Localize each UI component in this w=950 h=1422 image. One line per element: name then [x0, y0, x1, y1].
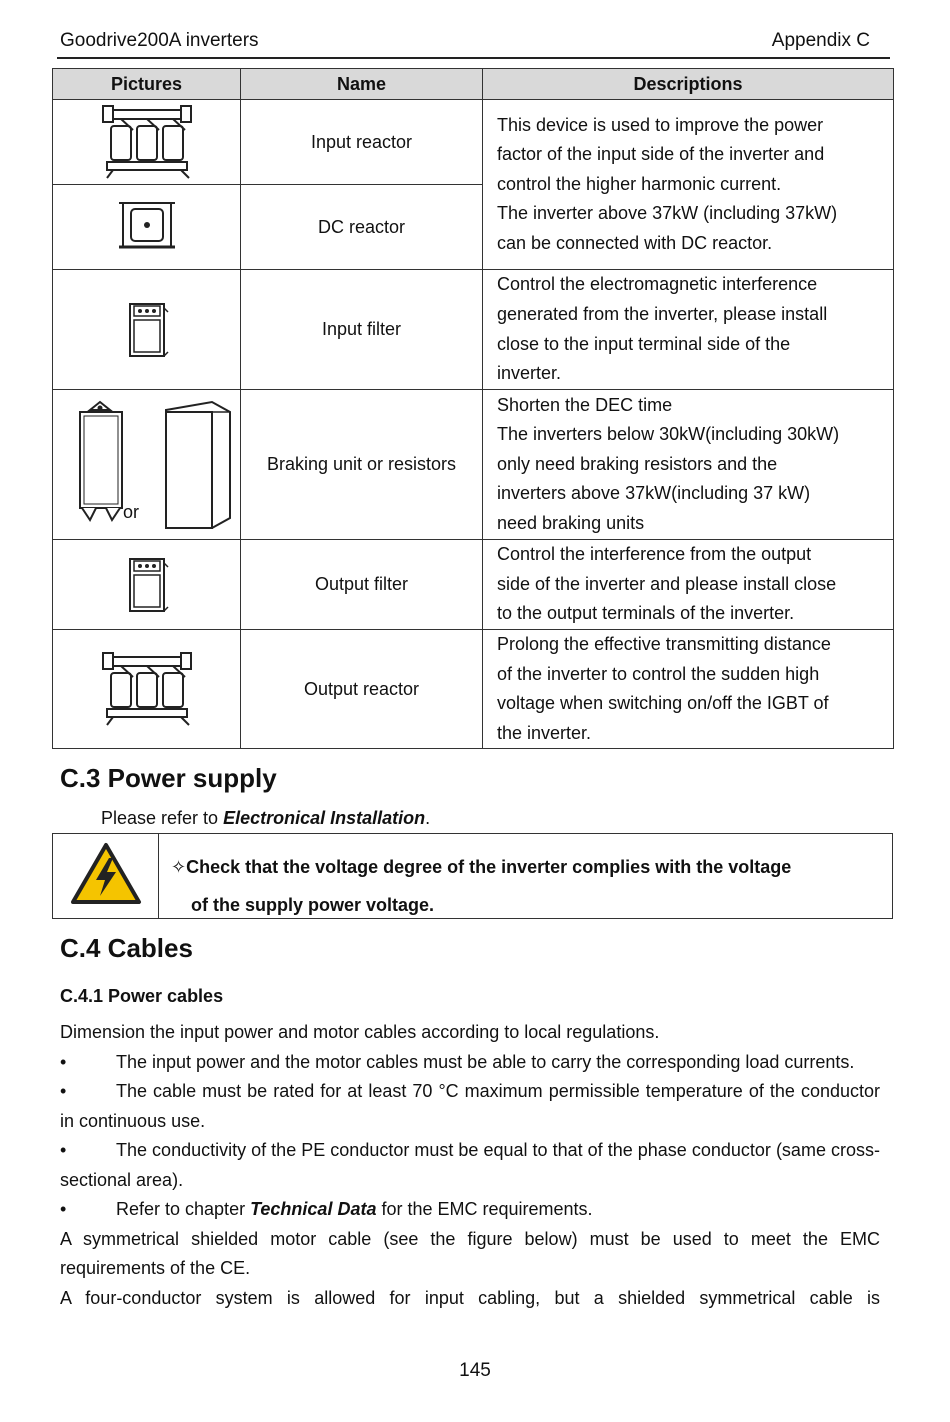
- bullet-text: Refer to chapter: [116, 1199, 251, 1219]
- paragraph: A symmetrical shielded motor cable (see the figure below) must be used to meet the EMC requirements of the CE.: [60, 1228, 880, 1278]
- picture-cell: [53, 100, 241, 185]
- bullet-item: [60, 1048, 880, 1078]
- picture-cell: [53, 630, 241, 749]
- component-name: Input reactor: [241, 100, 483, 185]
- table-row: [53, 270, 894, 390]
- table-header-row: [53, 69, 894, 100]
- bullet-text: The cable must be rated for at least 70 °C maximum permissible temperature of the conductor in continuous use.: [60, 1081, 880, 1131]
- description-line: generated from the inverter, please install: [497, 303, 828, 324]
- column-header-pictures: Pictures: [53, 69, 241, 100]
- bullet-text: for the EMC requirements.: [376, 1199, 593, 1219]
- bullet-item: [60, 1077, 880, 1136]
- refer-link-electronical-installation: Electronical Installation: [223, 808, 426, 828]
- component-name: Input filter: [241, 270, 483, 390]
- dc-reactor-icon: [117, 199, 177, 255]
- description-line: inverter.: [497, 363, 562, 384]
- picture-cell: [53, 185, 241, 270]
- description-line: can be connected with DC reactor.: [497, 232, 773, 253]
- description-line: of the inverter to control the sudden high: [497, 663, 820, 684]
- description-line: the inverter.: [497, 722, 592, 743]
- component-description: [483, 100, 894, 270]
- header-rule: [57, 57, 890, 59]
- description-line: need braking units: [497, 512, 645, 533]
- section-title-power-supply: C.3 Power supply: [60, 763, 277, 793]
- picture-cell: [53, 390, 241, 540]
- table-row: [53, 390, 894, 540]
- subsection-title-power-cables: C.4.1 Power cables: [60, 986, 224, 1006]
- technical-data-reference: Technical Data: [250, 1199, 377, 1219]
- table-row: [53, 540, 894, 630]
- bullet-marker: •: [60, 1081, 67, 1101]
- filter-icon: [124, 300, 170, 360]
- description-line: only need braking resistors and the: [497, 453, 778, 474]
- reactor-icon: [99, 104, 195, 180]
- column-header-descriptions: Descriptions: [483, 69, 894, 100]
- bullet-marker: •: [60, 1199, 67, 1219]
- intro-paragraph: Dimension the input power and motor cables according to local regulations.: [60, 1022, 660, 1042]
- table-row: [53, 100, 894, 185]
- description-line: side of the inverter and please install close: [497, 573, 837, 594]
- component-description: [483, 270, 894, 390]
- warning-text: [171, 848, 883, 924]
- component-description: [483, 630, 894, 749]
- bullet-text: The input power and the motor cables must be able to carry the corresponding load currents.: [116, 1051, 855, 1072]
- component-name: Output filter: [241, 540, 483, 630]
- description-line: factor of the input side of the inverter and: [497, 144, 825, 165]
- filter-icon: [124, 555, 170, 615]
- header-section: Appendix C: [771, 30, 870, 51]
- description-line: Control the electromagnetic interference: [497, 274, 818, 295]
- description-line: to the output terminals of the inverter.: [497, 603, 795, 624]
- high-voltage-warning-icon: [70, 842, 142, 906]
- bullet-text: The conductivity of the PE conductor must be equal to that of the phase conductor (same cross-sectional area).: [60, 1140, 880, 1190]
- warning-line: ✧Check that the voltage degree of the inverter complies with the voltage: [171, 857, 792, 877]
- component-description: [483, 390, 894, 540]
- description-line: Prolong the effective transmitting distance: [497, 634, 831, 654]
- warning-box: [52, 833, 893, 919]
- picture-cell: [53, 270, 241, 390]
- component-name: Braking unit or resistors: [241, 390, 483, 540]
- description-line: close to the input terminal side of the: [497, 333, 791, 354]
- table-row: [53, 630, 894, 749]
- description-line: This device is used to improve the power: [497, 114, 824, 135]
- description-line: Control the interference from the output: [497, 544, 812, 565]
- header-title: Goodrive200A inverters: [60, 30, 259, 51]
- picture-cell: [53, 540, 241, 630]
- description-line: The inverters below 30kW(including 30kW): [497, 424, 840, 445]
- description-line: control the higher harmonic current.: [497, 173, 782, 194]
- description-line: The inverter above 37kW (including 37kW): [497, 203, 838, 224]
- description-line: inverters above 37kW(including 37 kW): [497, 483, 811, 504]
- braking-unit-icon: [62, 400, 232, 530]
- section-title-cables: C.4 Cables: [60, 933, 193, 963]
- component-description: [483, 540, 894, 630]
- paragraph: A four-conductor system is allowed for input cabling, but a shielded symmetrical cable is: [60, 1287, 880, 1308]
- warning-line: of the supply power voltage.: [191, 895, 435, 915]
- component-name: DC reactor: [241, 185, 483, 270]
- bullet-item: [60, 1195, 880, 1225]
- refer-text: [101, 808, 430, 829]
- page-number: 145: [459, 1360, 491, 1381]
- refer-suffix: .: [425, 808, 431, 828]
- power-cables-body: [60, 1018, 880, 1313]
- components-table: [52, 68, 894, 749]
- description-line: Shorten the DEC time: [497, 394, 673, 415]
- warning-icon-cell: [53, 834, 159, 918]
- or-label: or: [123, 502, 140, 522]
- bullet-marker: •: [60, 1051, 67, 1072]
- component-name: Output reactor: [241, 630, 483, 749]
- refer-prefix: Please refer to: [101, 808, 224, 828]
- bullet-marker: •: [60, 1140, 67, 1160]
- reactor-icon: [99, 651, 195, 727]
- description-line: voltage when switching on/off the IGBT of: [497, 693, 829, 714]
- bullet-item: [60, 1136, 880, 1195]
- column-header-name: Name: [241, 69, 483, 100]
